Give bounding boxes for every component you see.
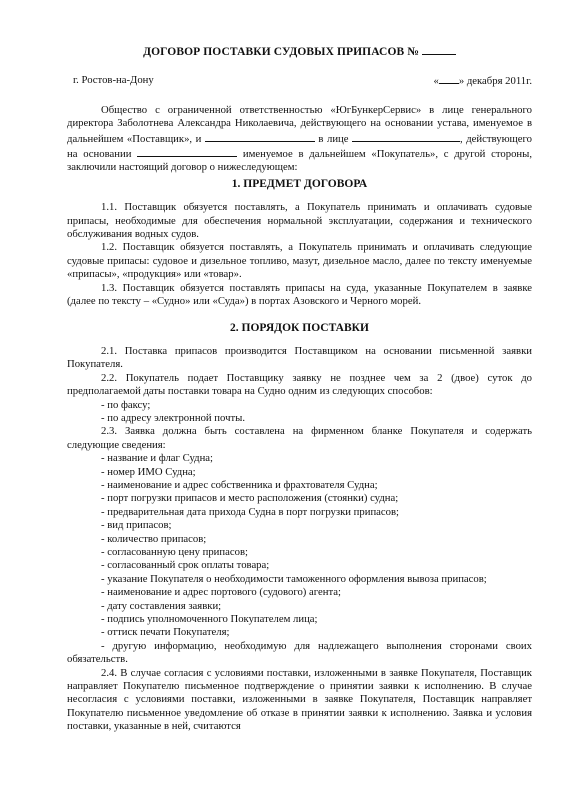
clause-2-3: 2.3. Заявка должна быть составлена на фирменном бланке Покупателя и содержать следующие сведения: <box>67 425 532 451</box>
list-item: - предварительная дата прихода Судна в порт погрузки припасов; <box>101 505 400 518</box>
list-item: - количество припасов; <box>101 532 207 545</box>
section-1-heading: 1. ПРЕДМЕТ ДОГОВОРА <box>231 177 368 190</box>
list-item: - согласованную цену припасов; <box>101 546 248 558</box>
day-blank <box>439 74 459 84</box>
list-item: - по адресу электронной почты. <box>101 411 245 424</box>
clause-2-4: 2.4. В случае согласия с условиями поставки, изложенными в заявке Покупателя, Поставщик направляет Покупателю письменное подтверждение о принятии заявки к исполнению. В случае несогласия с условиями поставки, изложенными в заявке Покупателя, Поставщик направляет Покупателю письменное уведомление об отказе в принятии заявки к исполнению. Заявка и условия поставки, указанные в ней, считаются <box>67 666 532 733</box>
title-text: ДОГОВОР ПОСТАВКИ СУДОВЫХ ПРИПАСОВ № <box>143 46 419 58</box>
list-item: - номер ИМО Судна; <box>101 465 196 478</box>
clause-2-2: 2.2. Покупатель подает Поставщику заявку не позднее чем за 2 (двое) суток до предполагаемой даты поставки товара на Судно одним из следующих способов: <box>67 371 532 398</box>
buyer-basis-blank <box>137 146 237 157</box>
section-2-heading: 2. ПОРЯДОК ПОСТАВКИ <box>230 321 369 334</box>
list-item: - дату составления заявки; <box>101 599 222 612</box>
city-text: г. Ростов-на-Дону <box>73 74 154 87</box>
list-item: - оттиск печати Покупателя; <box>101 626 230 639</box>
clause-1-3: 1.3. Поставщик обязуется поставлять припасы на суда, указанные Покупателем в заявке (далее по тексту – «Судно» или «Суда») в портах Азовского и Черного морей. <box>67 281 532 308</box>
clause-1-2: 1.2. Поставщик обязуется поставлять, а Покупатель принимать и оплачивать следующие судовые припасы: судовое и дизельное топливо, мазут, дизельное масло, далее по тексту именуемые «припасы», «продукция» или «товар». <box>67 241 532 281</box>
list-item: - наименование и адрес портового (судового) агента; <box>101 586 342 599</box>
list-item: - подпись уполномоченного Покупателем лица; <box>101 613 318 626</box>
list-item: - согласованный срок оплаты товара; <box>101 559 270 572</box>
date-text: « » декабря 2011г. <box>433 75 532 88</box>
list-item: - по факсу; <box>101 398 151 411</box>
clause-2-1: 2.1. Поставка припасов производится Поставщиком на основании письменной заявки Покупателя. <box>67 344 532 371</box>
list-item: - указание Покупателя о необходимости таможенного оформления вывоза припасов; <box>101 572 487 585</box>
contract-number-blank <box>422 44 456 55</box>
list-item: - вид припасов; <box>101 519 172 532</box>
preamble: Общество с ограниченной ответственностью «ЮгБункерСервис» в лице генерального директора Заболотнева Александра Николаевича, действующего на основании устава, именуемое в дальнейшем «Поставщик», и в лице , действующего на основании именуемое в дальнейшем «Покупатель», с другой стороны, заключили настоящий договор о нижеследующем: <box>67 103 532 174</box>
list-item: - название и флаг Судна; <box>101 452 214 465</box>
list-item: - наименование и адрес собственника и фрахтователя Судна; <box>101 478 378 491</box>
header-row <box>73 74 532 88</box>
buyer-name-blank <box>205 131 315 142</box>
buyer-rep-blank <box>352 131 460 142</box>
document-title <box>67 44 532 59</box>
clause-1-1: 1.1. Поставщик обязуется поставлять, а Покупатель принимать и оплачивать судовые припасы, необходимые для обеспечения нормальной эксплуатации, содержания и технического обслуживания водных судов. <box>67 201 532 241</box>
list-item: - порт погрузки припасов и место расположения (стоянки) судна; <box>101 492 399 505</box>
list-item: - другую информацию, необходимую для надлежащего выполнения сторонами своих обязательств. <box>67 639 532 666</box>
